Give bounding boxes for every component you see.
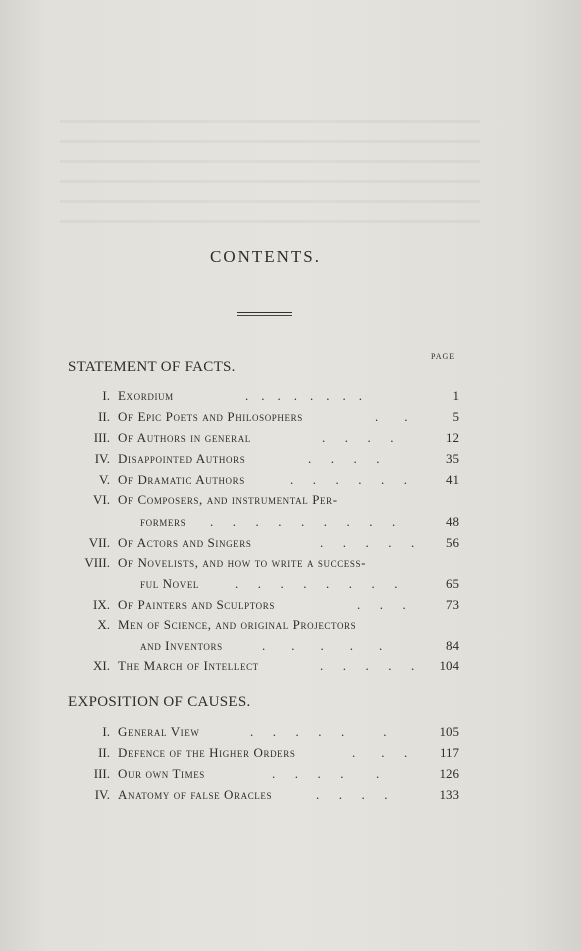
toc-entry (0, 490, 470, 510)
toc-entry (0, 615, 470, 635)
toc-entry (0, 407, 470, 427)
entry-number: IX. (93, 597, 110, 612)
entry-title-cont: formers (140, 514, 187, 529)
entry-title: General View (118, 724, 200, 739)
entry-number: III. (93, 766, 110, 781)
entry-number: II. (98, 409, 110, 424)
entry-title: The March of Intellect (118, 658, 259, 673)
entry-title: Men of Science, and original Projectors (118, 617, 357, 632)
entry-number: X. (97, 617, 110, 632)
toc-entry (0, 553, 470, 573)
toc-entry-continuation (0, 636, 470, 656)
entry-number: VIII. (84, 555, 110, 570)
entry-number: II. (98, 745, 110, 760)
entry-page: 41 (446, 472, 459, 487)
show-through-text (60, 120, 480, 230)
entry-page: 117 (439, 745, 459, 760)
page-column-label: PAGE (431, 352, 456, 361)
dot-leader: . . . . . (272, 766, 380, 781)
toc-entry-continuation (0, 512, 470, 532)
section-heading-exposition: EXPOSITION OF CAUSES. (68, 694, 251, 710)
entry-page: 5 (452, 409, 459, 424)
toc-entry (0, 533, 470, 553)
entry-page: 56 (446, 535, 459, 550)
entry-title-cont: and Inventors (140, 638, 223, 653)
dot-leader: . . . . . . (250, 724, 387, 739)
entry-number: I. (102, 388, 110, 403)
entry-page: 1 (452, 388, 459, 403)
toc-entry (0, 722, 470, 742)
entry-title: Exordium (118, 388, 174, 403)
toc-entry (0, 785, 470, 805)
entry-title: Our own Times (118, 766, 205, 781)
dot-leader: . . . . . (320, 658, 415, 673)
entry-page: 133 (439, 787, 459, 802)
decorative-rule (237, 312, 292, 316)
dot-leader: . . . . . . . . (235, 576, 398, 591)
toc-entry (0, 764, 470, 784)
entry-number: XI. (93, 658, 110, 673)
dot-leader: . . . (357, 597, 406, 612)
entry-page: 73 (446, 597, 459, 612)
entry-title: Of Composers, and instrumental Per- (118, 492, 338, 507)
entry-title: Of Painters and Sculptors (118, 597, 275, 612)
dot-leader: . . . . . . . . . (210, 514, 396, 529)
entry-title-cont: ful Novel (140, 576, 200, 591)
page-title: CONTENTS. (209, 247, 322, 266)
entry-number: V. (99, 472, 110, 487)
dot-leader: . . . . . (262, 638, 383, 653)
entry-number: III. (93, 430, 110, 445)
entry-number: IV. (94, 787, 110, 802)
toc-entry-continuation (0, 574, 470, 594)
entry-page: 35 (446, 451, 459, 466)
toc-entry (0, 386, 470, 406)
entry-number: VII. (88, 535, 110, 550)
entry-title: Defence of the Higher Orders (118, 745, 296, 760)
entry-title: Of Actors and Singers (118, 535, 252, 550)
dot-leader: . . . . (322, 430, 394, 445)
dot-leader: . . . . (308, 451, 380, 466)
dot-leader: . . . . (316, 787, 388, 802)
toc-entry (0, 449, 470, 469)
entry-title: Of Authors in general (118, 430, 251, 445)
entry-page: 84 (446, 638, 459, 653)
entry-title: Of Novelists, and how to write a success- (118, 555, 367, 570)
entry-title: Of Dramatic Authors (118, 472, 245, 487)
entry-page: 104 (439, 658, 459, 673)
toc-entry (0, 595, 470, 615)
entry-page: 12 (446, 430, 459, 445)
entry-title: Of Epic Poets and Philosophers (118, 409, 303, 424)
entry-number: VI. (93, 492, 110, 507)
entry-number: IV. (94, 451, 110, 466)
entry-page: 48 (446, 514, 459, 529)
toc-entry (0, 470, 470, 490)
dot-leader: . . (375, 409, 408, 424)
entry-page: 65 (446, 576, 459, 591)
entry-page: 126 (439, 766, 459, 781)
section-heading-statement: STATEMENT OF FACTS. (68, 359, 236, 375)
entry-title: Anatomy of false Oracles (118, 787, 273, 802)
dot-leader: . . . . . (320, 535, 415, 550)
toc-entry (0, 656, 470, 676)
dot-leader: . . . . . . . . (245, 388, 362, 403)
toc-entry (0, 428, 470, 448)
entry-number: I. (102, 724, 110, 739)
entry-title: Disappointed Authors (118, 451, 246, 466)
entry-page: 105 (439, 724, 459, 739)
dot-leader: . . . (352, 745, 408, 760)
toc-entry (0, 743, 470, 763)
dot-leader: . . . . . . (290, 472, 407, 487)
